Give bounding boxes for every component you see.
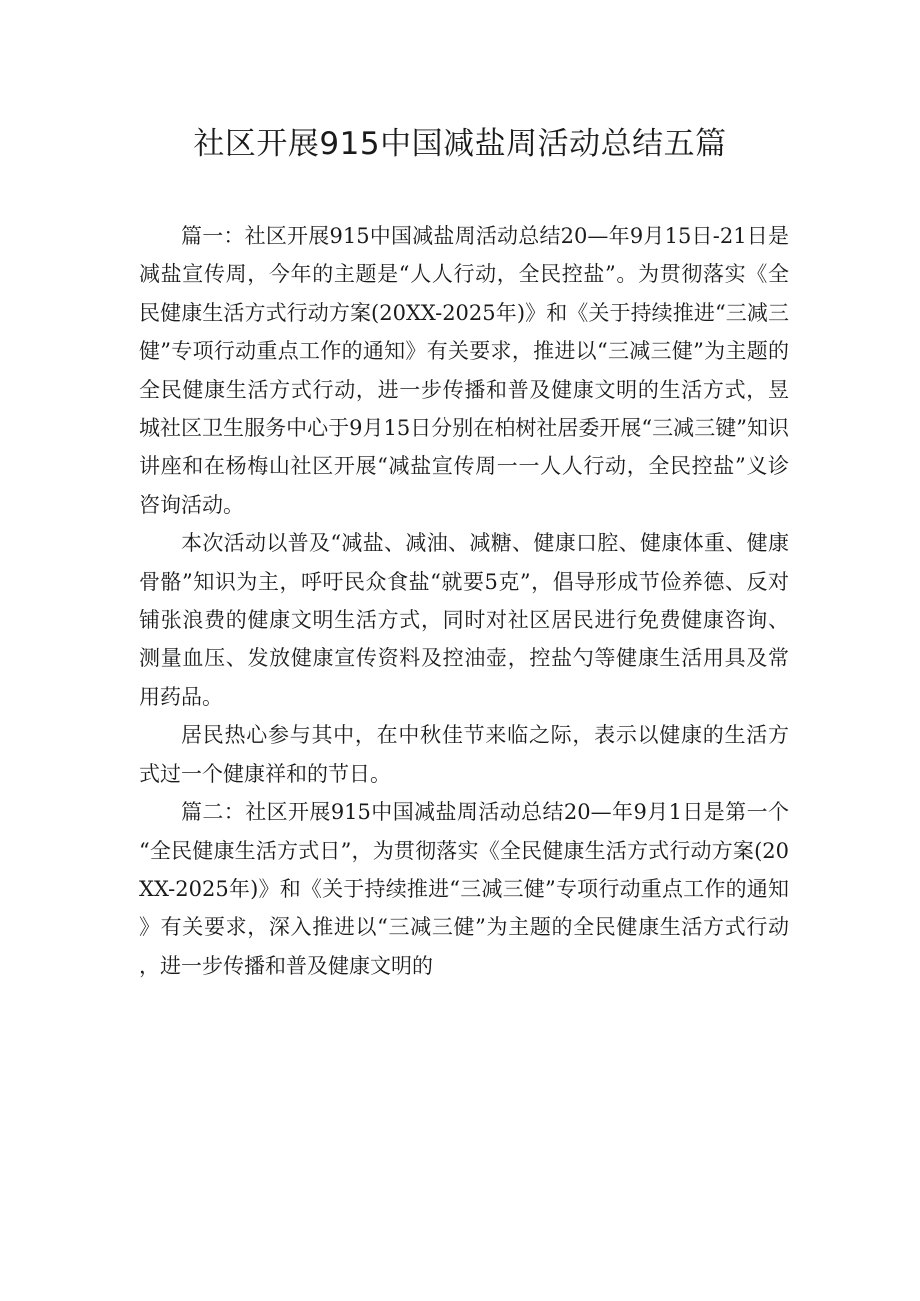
paragraph-activity-content: 本次活动以普及“减盐、减油、减糖、健康口腔、健康体重、健康骨骼”知识为主，呼吁民众食盐“就要5克”，倡导形成节俭养德、反对铺张浪费的健康文明生活方式，同时对社区居民进行免费健康咨询、测量血压、发放健康宣传资料及控油壶，控盐勺等健康生活用具及常用药品。 (139, 531, 789, 709)
document-title: 社区开展915中国减盐周活动总结五篇 (193, 126, 727, 162)
paragraph-part-one: 篇一：社区开展915中国减盐周活动总结20—年9月15日-21日是减盐宣传周，今年的主题是“人人行动，全民控盐”。为贯彻落实《全民健康生活方式行动方案(20XX-2025年)》和《关于持续推进“三减三健”专项行动重点工作的通知》有关要求，推进以“三减三健”为主题的全民健康生活方式行动，进一步传播和普及健康文明的生活方式，昱城社区卫生服务中心于9月15日分别在柏树社居委开展“三减三键”知识讲座和在杨梅山社区开展“减盐宣传周一一人人行动，全民控盐”义诊咨询活动。 (139, 224, 789, 517)
paragraph-part-two: 篇二：社区开展915中国减盐周活动总结20—年9月1日是第一个“全民健康生活方式日”，为贯彻落实《全民健康生活方式行动方案(20XX-2025年)》和《关于持续推进“三减三健”专项行动重点工作的通知》有关要求，深入推进以“三减三健”为主题的全民健康生活方式行动，进一步传播和普及健康文明的 (139, 800, 789, 978)
document-body (139, 217, 789, 985)
paragraph-residents: 居民热心参与其中，在中秋佳节来临之际，表示以健康的生活方式过一个健康祥和的节日。 (139, 723, 789, 786)
